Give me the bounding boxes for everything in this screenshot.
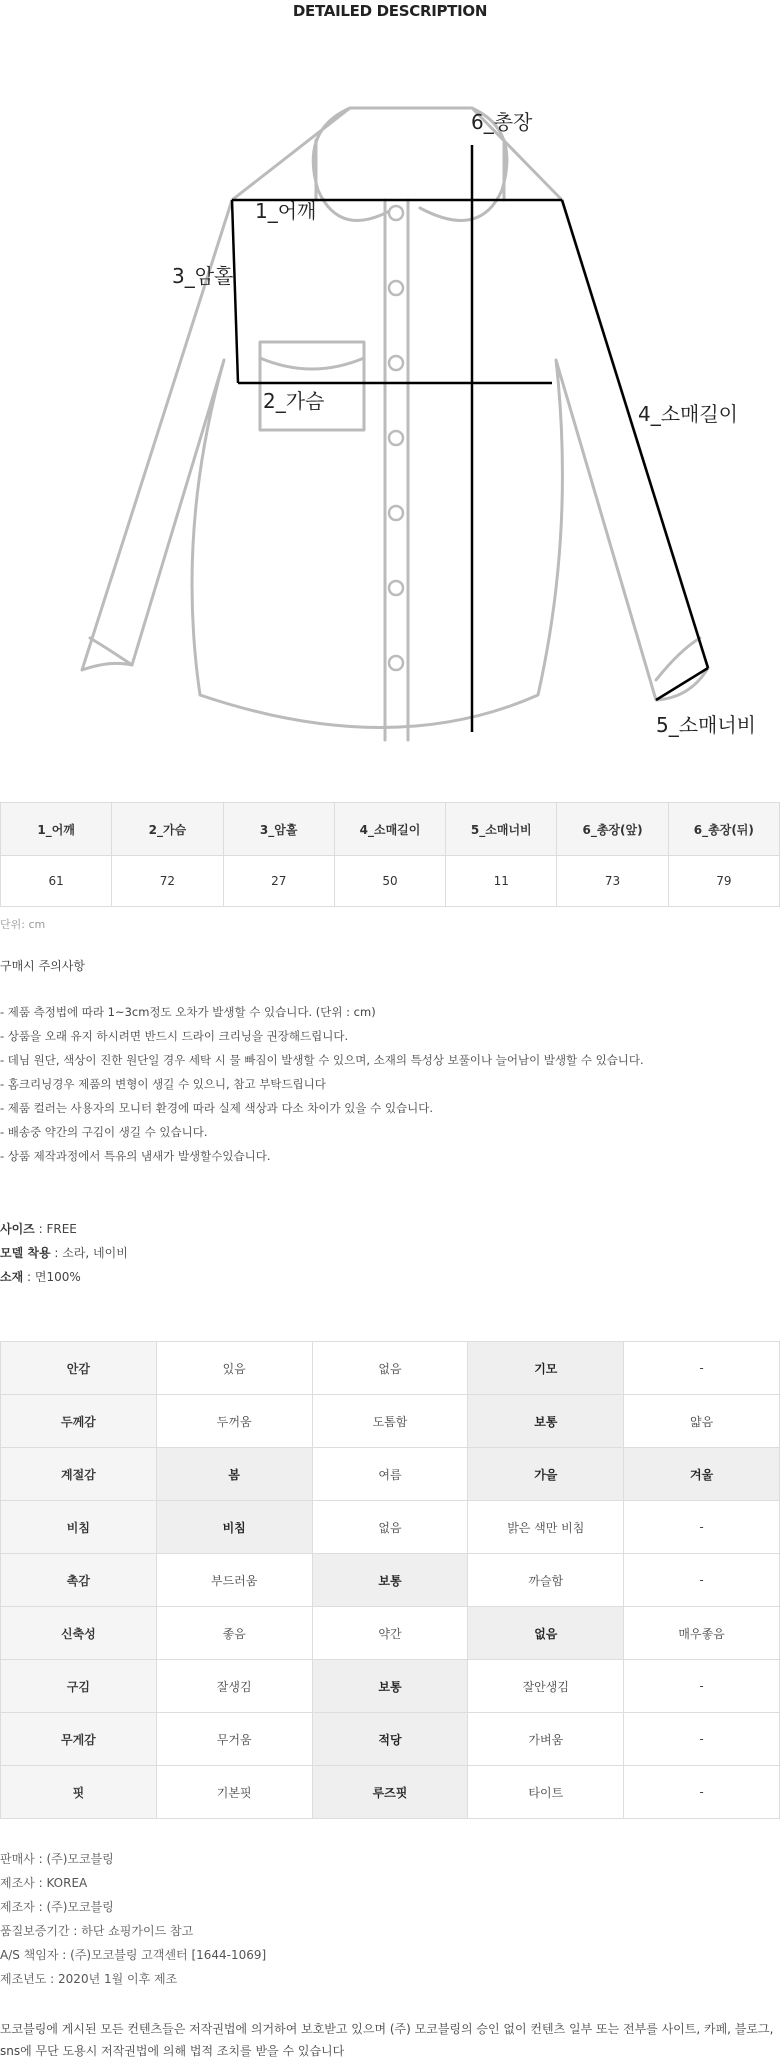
- product-specs: [0, 1220, 128, 1292]
- property-option: 타이트: [468, 1766, 624, 1819]
- property-option: 있음: [156, 1342, 312, 1395]
- sleeve-length-line: [562, 200, 708, 668]
- size-header-cell: 6_총장(앞): [557, 803, 668, 856]
- property-row: [1, 1501, 780, 1554]
- property-option: 가벼움: [468, 1713, 624, 1766]
- seller-info: [0, 1850, 266, 1994]
- notice-item: - 데님 원단, 색상이 진한 원단일 경우 세탁 시 물 빠짐이 발생할 수 있으며, 소재의 특성상 보풀이나 늘어남이 발생할 수 있습니다.: [0, 1053, 644, 1067]
- size-header-cell: 1_어깨: [1, 803, 112, 856]
- property-option: 여름: [312, 1448, 468, 1501]
- property-row: [1, 1766, 780, 1819]
- property-option: -: [624, 1554, 780, 1607]
- property-option-selected: 보통: [468, 1395, 624, 1448]
- property-option-selected: 없음: [468, 1607, 624, 1660]
- spec-material: 소재 : 면100%: [0, 1270, 81, 1284]
- size-header-row: [1, 803, 780, 856]
- property-option: 두꺼움: [156, 1395, 312, 1448]
- property-option-selected: 루즈핏: [312, 1766, 468, 1819]
- property-label: 무게감: [1, 1713, 157, 1766]
- property-option: 잘안생김: [468, 1660, 624, 1713]
- property-label: 두께감: [1, 1395, 157, 1448]
- property-label: 구김: [1, 1660, 157, 1713]
- property-row: [1, 1342, 780, 1395]
- property-option: 없음: [312, 1501, 468, 1554]
- size-header-cell: 3_암홀: [223, 803, 334, 856]
- property-option: 기본핏: [156, 1766, 312, 1819]
- property-option: 약간: [312, 1607, 468, 1660]
- property-option: -: [624, 1342, 780, 1395]
- property-table: [0, 1341, 780, 1819]
- size-header-cell: 4_소매길이: [334, 803, 445, 856]
- property-label: 안감: [1, 1342, 157, 1395]
- size-value-cell: 61: [1, 856, 112, 907]
- notice-item: - 상품 제작과정에서 특유의 냄새가 발생할수있습니다.: [0, 1149, 271, 1163]
- property-option: 없음: [312, 1342, 468, 1395]
- size-value-cell: 11: [446, 856, 557, 907]
- notice-item: - 상품을 오래 유지 하시려면 반드시 드라이 크리닝을 권장해드립니다.: [0, 1029, 349, 1043]
- property-label: 비침: [1, 1501, 157, 1554]
- info-line: A/S 책임자 : (주)모코블링 고객센터 [1644-1069]: [0, 1948, 267, 1962]
- property-option: -: [624, 1660, 780, 1713]
- info-line: 판매사 : (주)모코블링: [0, 1852, 114, 1866]
- property-option-selected: 보통: [312, 1554, 468, 1607]
- property-option-selected: 봄: [156, 1448, 312, 1501]
- property-row: [1, 1660, 780, 1713]
- notice-item: - 배송중 약간의 구김이 생길 수 있습니다.: [0, 1125, 208, 1139]
- size-header-cell: 5_소매너비: [446, 803, 557, 856]
- size-value-cell: 50: [334, 856, 445, 907]
- property-row: [1, 1607, 780, 1660]
- property-row: [1, 1395, 780, 1448]
- spec-model: 모델 착용 : 소라, 네이비: [0, 1246, 128, 1260]
- property-option-selected: 비침: [156, 1501, 312, 1554]
- info-line: 제조년도 : 2020년 1월 이후 제조: [0, 1972, 178, 1986]
- property-option: -: [624, 1713, 780, 1766]
- property-option-selected: 적당: [312, 1713, 468, 1766]
- property-option: 잘생김: [156, 1660, 312, 1713]
- property-option: 도톰함: [312, 1395, 468, 1448]
- armhole-line: [232, 200, 238, 383]
- property-option: 무거움: [156, 1713, 312, 1766]
- unit-note: 단위: cm: [0, 918, 46, 931]
- label-total-length: 6_총장: [471, 110, 533, 134]
- info-line: 제조자 : (주)모코블링: [0, 1900, 114, 1914]
- size-header-cell: 2_가슴: [112, 803, 223, 856]
- size-value-cell: 73: [557, 856, 668, 907]
- property-row: [1, 1713, 780, 1766]
- label-sleeve-width: 5_소매너비: [656, 713, 757, 737]
- spec-size: 사이즈 : FREE: [0, 1222, 77, 1236]
- property-option-selected: 겨울: [624, 1448, 780, 1501]
- property-option: 얇음: [624, 1395, 780, 1448]
- notice-item: - 홈크리닝경우 제품의 변형이 생길 수 있으니, 참고 부탁드립니다: [0, 1077, 326, 1091]
- size-value-cell: 72: [112, 856, 223, 907]
- property-row: [1, 1554, 780, 1607]
- property-option-selected: 보통: [312, 1660, 468, 1713]
- property-label: 계절감: [1, 1448, 157, 1501]
- property-option: -: [624, 1766, 780, 1819]
- property-option: 까슬함: [468, 1554, 624, 1607]
- size-header-cell: 6_총장(뒤): [668, 803, 779, 856]
- notice-list: [0, 1003, 644, 1171]
- page-title: DETAILED DESCRIPTION: [292, 2, 488, 20]
- notice-item: - 제품 컬러는 사용자의 모니터 환경에 따라 실제 색상과 다소 차이가 있을 수 있습니다.: [0, 1101, 434, 1115]
- property-option: 부드러움: [156, 1554, 312, 1607]
- property-option: 좋음: [156, 1607, 312, 1660]
- label-sleeve-length: 4_소매길이: [638, 402, 739, 426]
- size-value-cell: 79: [668, 856, 779, 907]
- label-armhole: 3_암홀: [172, 264, 234, 288]
- property-option-selected: 가을: [468, 1448, 624, 1501]
- size-value-cell: 27: [223, 856, 334, 907]
- property-label: 핏: [1, 1766, 157, 1819]
- copyright-notice: 모코블링에 게시된 모든 컨텐츠들은 저작권법에 의거하여 보호받고 있으며 (주) 모코블링의 승인 없이 컨텐츠 일부 또는 전부를 사이트, 카페, 블로그, sns에 무단 도용시 저작권법에 의해 법적 조치를 받을 수 있습니다: [0, 2022, 774, 2058]
- property-option: -: [624, 1501, 780, 1554]
- notice-title: 구매시 주의사항: [0, 959, 85, 973]
- info-line: 제조사 : KOREA: [0, 1876, 88, 1890]
- property-option: 매우좋음: [624, 1607, 780, 1660]
- label-chest: 2_가슴: [263, 389, 325, 413]
- shirt-illustration: [0, 90, 780, 770]
- property-option-selected: 기모: [468, 1342, 624, 1395]
- property-label: 촉감: [1, 1554, 157, 1607]
- property-option: 밝은 색만 비침: [468, 1501, 624, 1554]
- measurement-diagram: [0, 90, 780, 770]
- property-row: [1, 1448, 780, 1501]
- size-table: [0, 802, 780, 907]
- property-label: 신축성: [1, 1607, 157, 1660]
- size-value-row: [1, 856, 780, 907]
- info-line: 품질보증기간 : 하단 쇼핑가이드 참고: [0, 1924, 194, 1938]
- label-shoulder: 1_어깨: [255, 199, 317, 223]
- notice-item: - 제품 측정법에 따라 1~3cm정도 오차가 발생할 수 있습니다. (단위 : cm): [0, 1005, 376, 1019]
